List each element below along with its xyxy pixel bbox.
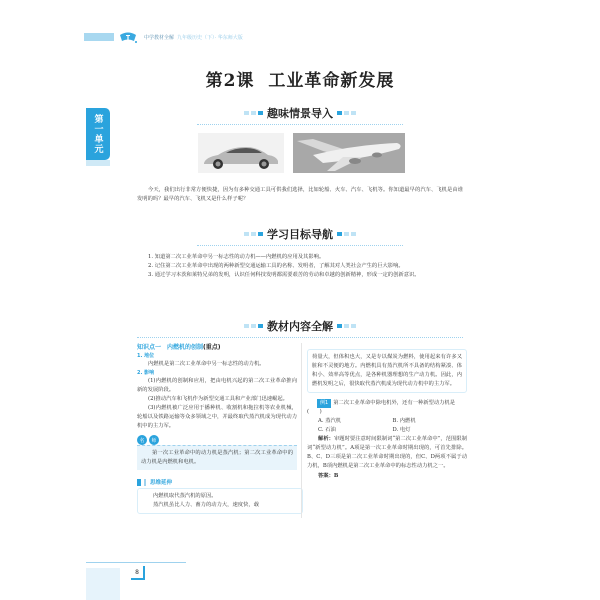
banner-decoration-left: [244, 232, 263, 236]
book-subtitle: 九年级历史（下）· 华东师大版: [177, 34, 243, 41]
airplane-photo: [293, 133, 405, 173]
analysis-label: 解析：: [318, 436, 334, 442]
teacher-tip-box: [137, 445, 297, 470]
goal-item: 1. 知道第二次工业革命中另一标志性的动力机——内燃机的应用及其影响。: [148, 254, 325, 260]
header-accent-bar: [84, 33, 114, 41]
intro-paragraph: 今天，我们出行非常方便快捷，因为有多种交通工具可供我们选择，比如轮船、火车、汽车、飞机等。你知道最早的汽车、飞机是由谁发明的吗？最早的汽车、飞机又是什么样子呢？: [137, 187, 463, 202]
option-d: D. 电灯: [392, 427, 411, 433]
tip-icon: 名: [137, 435, 147, 445]
example-badge: 例1: [317, 399, 331, 408]
banner-label: 趣味情景导入: [267, 107, 333, 120]
lesson-title: [0, 66, 600, 91]
body-paragraph: (2)推动汽车和飞机作为新型交通工具和产业部门迅速崛起。: [148, 396, 288, 402]
banner-underline: [197, 245, 403, 246]
answer-options: [307, 417, 467, 435]
key-point-tag: (重点): [203, 344, 221, 351]
think-extension-continued: [307, 349, 467, 393]
heading-marker-icon: [137, 479, 141, 486]
section-banner-intro: [195, 103, 405, 123]
goal-item: 2. 记住第二次工业革命中出现的两种新型交通运输工具的名称、发明者，了解其对人类社会产生的巨大影响。: [148, 263, 404, 269]
body-paragraph: (1)内燃机的创制和应用，把由电机兴起的第二次工业革命推向新的发展阶段。: [137, 378, 297, 393]
book-logo-icon: [118, 30, 138, 44]
knowledge-point-title: 知识点一 内燃机的创制(重点): [137, 344, 221, 351]
content-right-column: [307, 349, 467, 481]
body-paragraph: 荷量大，但体积也大，又是专以煤炭为燃料，使用起来有许多又脏和不灵便的地方。内燃机具有蒸汽机所不具备的结构紧凑、体积小、效率高等优点，是各种机器理想的生产动力机。因此，内燃机发明之后，很快取代蒸汽机成为现代动力机中的主力军。: [312, 354, 462, 387]
banner-label: 学习目标导航: [267, 228, 333, 241]
unit-tab-label: 第一单元: [92, 114, 103, 154]
banner-decoration-right: [337, 111, 356, 115]
page-number: 8: [131, 566, 145, 580]
option-a: A. 蒸汽机: [318, 418, 342, 424]
lesson-name: 工业革命新发展: [268, 71, 395, 91]
lesson-number: 第2课: [205, 71, 255, 91]
sports-car-photo: [198, 133, 284, 173]
column-divider: [301, 343, 302, 518]
think-extension-box: [137, 488, 303, 514]
subheading-impact: 2. 影响: [137, 370, 155, 376]
footer-line: [86, 562, 186, 563]
body-paragraph: 内燃机是第二次工业革命中另一标志性的动力机。: [148, 361, 265, 367]
banner-decoration-right: [337, 324, 356, 328]
body-paragraph: (3)内燃机被广泛应用于播种机、收割机和拖拉机等农业机械，轮船以及铁路运输等众多领域之中，并最终取代蒸汽机成为现代动力机中的主力军。: [137, 405, 297, 429]
answer-value: B: [333, 473, 339, 479]
unit-tab-strip: [86, 160, 110, 166]
answer-line: [307, 471, 467, 481]
example-question: 例1 第二次工业革命中除电机外，还有一种新型动力机是( ): [307, 400, 456, 415]
answer-label: 答案：: [318, 473, 334, 479]
series-title: 中学教材全解: [144, 34, 175, 41]
think-extension-heading: 思维延伸: [137, 478, 297, 486]
subheading-status: 1. 地位: [137, 353, 155, 359]
banner-decoration-left: [244, 324, 263, 328]
analysis-paragraph: 解析：审题时要注意时间限制词“第二次工业革命中”，范围限制词“新型动力机”。A项是第一次工业革命时期出现的，可首先排除。B、C、D三项是第二次工业革命时期出现的，但C、D两项不属于动力机，B项内燃机是第二次工业革命中的标志性动力机之一。: [307, 436, 467, 469]
footer-accent: [86, 568, 120, 600]
section-banner-goals: [195, 224, 405, 244]
goal-item: 3. 通过学习本茨和莱特兄弟的发明，认识任何科技发明都需要艰苦的劳动和卓越的创新精神，形成一定的创新意识。: [148, 272, 420, 278]
teacher-tip-icons: [137, 435, 297, 445]
tip-text: 第一次工业革命中的动力机是蒸汽机；第二次工业革命中的动力机是内燃机和电机。: [141, 450, 293, 465]
banner-decoration-left: [244, 111, 263, 115]
tip-icon: 师: [149, 435, 159, 445]
option-b: B. 内燃机: [392, 418, 416, 424]
banner-underline: [197, 124, 403, 125]
banner-decoration-right: [337, 232, 356, 236]
heading-marker-icon: [144, 479, 146, 486]
body-paragraph: 蒸汽机虽比人力、畜力的动力大，速度快，载: [153, 502, 259, 508]
banner-underline: [137, 337, 463, 338]
section-banner-content: [195, 316, 405, 336]
banner-label: 教材内容全解: [267, 320, 333, 333]
learning-goals-list: [137, 253, 463, 280]
body-paragraph: 内燃机取代蒸汽机的原因。: [153, 493, 217, 499]
page-header: [84, 30, 243, 44]
content-left-column: [137, 343, 297, 514]
option-c: C. 石油: [318, 427, 336, 433]
unit-tab: [86, 108, 110, 160]
